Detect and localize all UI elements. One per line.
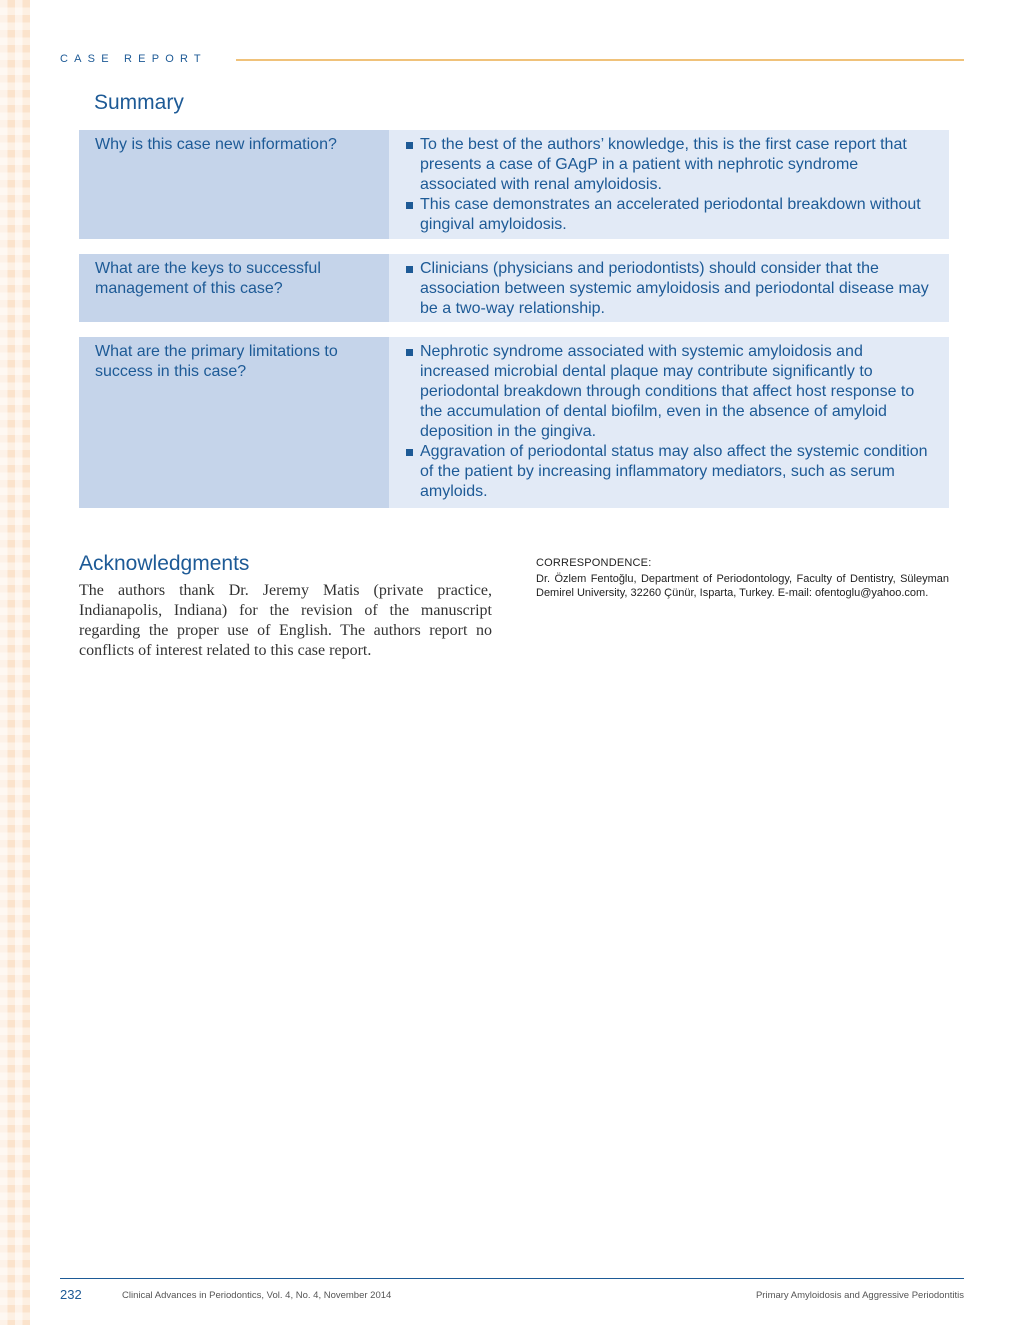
correspondence-label: CORRESPONDENCE: bbox=[536, 557, 652, 569]
summary-question: What are the keys to successful management of this case? bbox=[79, 254, 389, 322]
summary-block-new-information bbox=[79, 130, 949, 239]
summary-answer bbox=[389, 337, 949, 508]
journal-citation: Clinical Advances in Periodontics, Vol. 4, No. 4, November 2014 bbox=[122, 1290, 392, 1301]
summary-bullet: To the best of the authors’ knowledge, this is the first case report that presents a case of GAgP in a patient with nephrotic syndrome associated with renal amyloidosis. bbox=[405, 135, 935, 195]
page-number: 232 bbox=[60, 1287, 82, 1302]
summary-question: Why is this case new information? bbox=[79, 130, 389, 239]
summary-bullet: This case demonstrates an accelerated periodontal breakdown without gingival amyloidosis. bbox=[405, 195, 935, 235]
summary-bullet: Aggravation of periodontal status may also affect the systemic condition of the patient by increasing inflammatory mediators, such as serum amyloids. bbox=[405, 442, 935, 502]
footer-rule bbox=[60, 1278, 964, 1279]
summary-bullet: Nephrotic syndrome associated with systemic amyloidosis and increased microbial dental plaque may contribute significantly to periodontal breakdown through conditions that affect host response to the accumulation of dental biofilm, even in the absence of amyloid deposition in the gingiva. bbox=[405, 342, 935, 442]
correspondence-body: Dr. Özlem Fentoğlu, Department of Periodontology, Faculty of Dentistry, Süleyman Demirel University, 32260 Çünür, Isparta, Turkey. E-mail: ofentoglu@yahoo.com. bbox=[536, 573, 949, 599]
header-rule bbox=[236, 59, 964, 61]
decorative-side-strip bbox=[0, 0, 30, 1325]
summary-question: What are the primary limitations to success in this case? bbox=[79, 337, 389, 508]
summary-answer bbox=[389, 254, 949, 322]
summary-bullet: Clinicians (physicians and periodontists) should consider that the association between systemic amyloidosis and periodontal disease may be a two-way relationship. bbox=[405, 259, 935, 319]
summary-answer bbox=[389, 130, 949, 239]
acknowledgments-title: Acknowledgments bbox=[79, 552, 250, 575]
acknowledgments-body: The authors thank Dr. Jeremy Matis (private practice, Indianapolis, Indiana) for the revision of the manuscript regarding the proper use of English. The authors report no conflicts of interest related to this case report. bbox=[79, 582, 492, 659]
summary-block-keys-to-success bbox=[79, 254, 949, 322]
summary-title: Summary bbox=[94, 91, 184, 114]
summary-block-limitations bbox=[79, 337, 949, 508]
running-title: Primary Amyloidosis and Aggressive Periodontitis bbox=[755, 1290, 964, 1301]
section-label: CASE REPORT bbox=[60, 53, 207, 65]
